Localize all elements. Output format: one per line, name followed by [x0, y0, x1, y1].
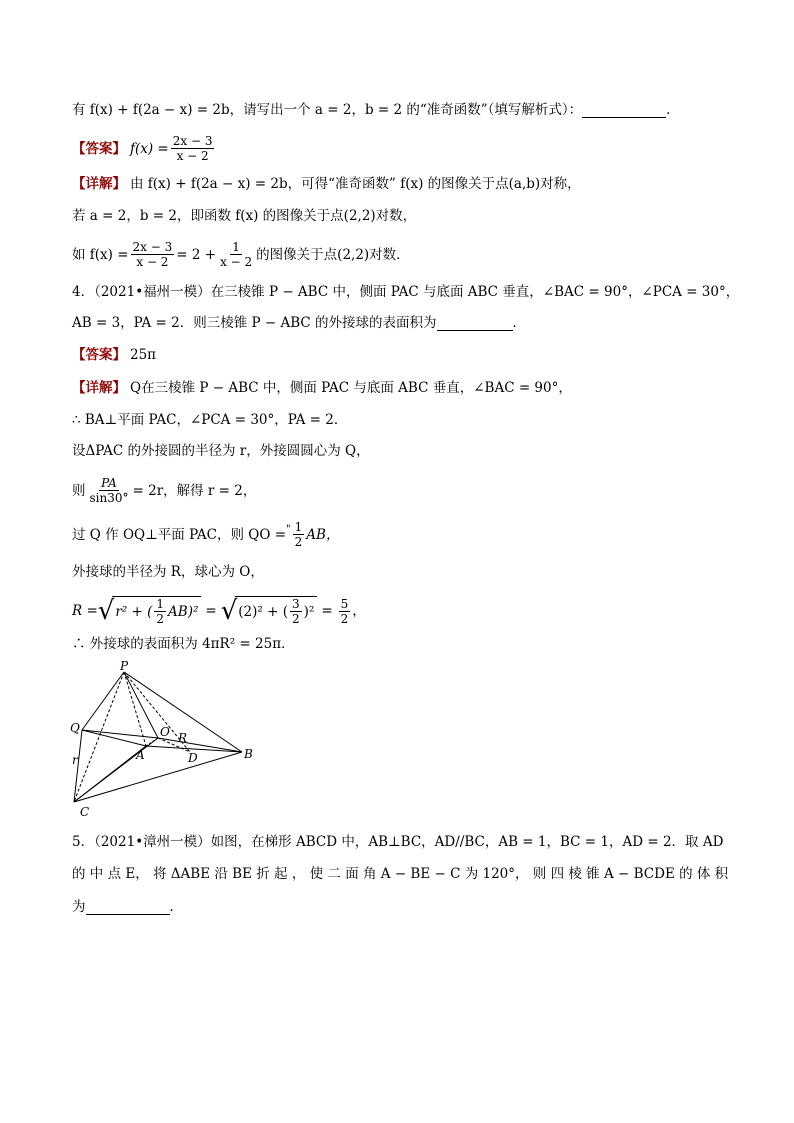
- q4-detail-3: 设ΔPAC 的外接圆的半径为 r，外接圆圆心为 Q，: [72, 443, 370, 459]
- q3-detail-3: 如 f(x) = $\frac{2x - 3}{x - 2}$ = 2 + $\frac{1}{x - 2}$ 的图像关于点(2,2)对数．: [72, 240, 410, 269]
- answer-tag: 【答案】: [72, 140, 126, 157]
- q5-statement-3: 为 ．: [72, 899, 183, 915]
- fraction: $\frac{PA}{\sin 30^\circ}$: [89, 476, 129, 505]
- q4-detail-1: 【详解】 Q在三棱锥 P − ABC 中，侧面 PAC 与底面 ABC 垂直，∠BAC = 90°，: [72, 380, 572, 396]
- q4-detail-4: 则 $\frac{PA}{\sin 30^\circ}$ = 2r，解得 r = 2，: [72, 476, 257, 505]
- q4-detail-7: R = √ r² + ( $\frac{1}{2}$ AB)² = √ (2)² + ( $\frac{3}{2}$ )² = $\frac{5}{2}$ ，: [72, 596, 366, 626]
- edge-PO: [124, 672, 158, 738]
- q4-statement-2: AB = 3，PA = 2．则三棱锥 P − ABC 的外接球的表面积为 ．: [72, 315, 527, 331]
- answer-blank: [86, 900, 170, 915]
- answer-tag: 【答案】: [72, 347, 126, 363]
- edge-CO: [74, 738, 158, 802]
- label-Q: Q: [70, 721, 80, 735]
- label-P: P: [120, 660, 129, 673]
- q4-detail-2: ∴ BA⊥平面 PAC，∠PCA = 30°，PA = 2．: [72, 412, 348, 428]
- answer-blank: [582, 103, 666, 118]
- pyramid-figure: [60, 660, 270, 820]
- q3-detail-1: 【详解】 由 f(x) + f(2a − x) = 2b，可得“准奇函数” f(x) 的图像关于点(a,b)对称，: [72, 176, 581, 192]
- q4-statement-1: 4．（2021•福州一模）在三棱锥 P − ABC 中，侧面 PAC 与底面 ABC 垂直，∠BAC = 90°，∠PCA = 30°，: [72, 284, 740, 300]
- label-A: A: [136, 748, 145, 762]
- label-r: r: [72, 753, 78, 767]
- answer-blank: [437, 316, 513, 331]
- q5-statement-1: 5．（2021•漳州一模）如图，在梯形 ABCD 中，AB⊥BC，AD//BC，AB = 1，BC = 1，AD = 2．取 AD: [72, 834, 724, 850]
- label-B: B: [244, 747, 253, 761]
- q3-statement-end: 有 f(x) + f(2a − x) = 2b，请写出一个 a = 2，b = 2 的“准奇函数”（填写解析式）： ．: [72, 102, 680, 118]
- label-D: D: [188, 751, 198, 765]
- fraction: $\frac{1}{x - 2}$: [220, 240, 253, 269]
- label-C: C: [80, 805, 90, 819]
- label-R: R: [178, 731, 188, 745]
- label-O: O: [160, 725, 170, 739]
- fraction: $\frac{2x - 3}{x - 2}$: [132, 240, 173, 269]
- square-root: √ r² + ( $\frac{1}{2}$ AB)²: [98, 596, 202, 626]
- edge-QA: [82, 730, 146, 746]
- q4-answer: 【答案】 25π: [72, 347, 157, 363]
- edge-OB: [158, 738, 242, 752]
- detail-tag: 【详解】: [72, 380, 126, 396]
- square-root: √ (2)² + ( $\frac{3}{2}$ )²: [221, 596, 318, 626]
- edge-CB: [74, 752, 242, 802]
- q3-text: 有 f(x) + f(2a − x) = 2b，请写出一个 a = 2，b = 2 的“准奇函数”（填写解析式）：: [72, 102, 583, 118]
- detail-tag: 【详解】: [72, 176, 126, 192]
- q4-detail-5: 过 Q 作 OQ⊥平面 PAC，则 QO = " $\frac{1}{2}$ AB，: [72, 520, 340, 549]
- q4-detail-6: 外接球的半径为 R，球心为 O，: [72, 564, 264, 580]
- edge-QO: [82, 730, 158, 738]
- q3-answer: 【答案】 f(x) = $\frac{2x - 3}{x - 2}$: [72, 134, 213, 163]
- q4-detail-8: ∴ 外接球的表面积为 4πR² = 25π．: [72, 636, 295, 652]
- q3-detail-2: 若 a = 2，b = 2，即函数 f(x) 的图像关于点(2,2)对数，: [72, 208, 417, 224]
- fraction: $\frac{2x - 3}{x - 2}$: [172, 134, 213, 163]
- q5-statement-2: 的 中 点 E， 将 ΔABE 沿 BE 折 起 ， 使 二 面 角 A − BE − C 为 120°， 则 四 棱 锥 A − BCDE 的 体 积: [72, 866, 729, 882]
- fraction: $\frac{1}{2}$: [294, 520, 303, 549]
- edge-PQ: [82, 672, 124, 730]
